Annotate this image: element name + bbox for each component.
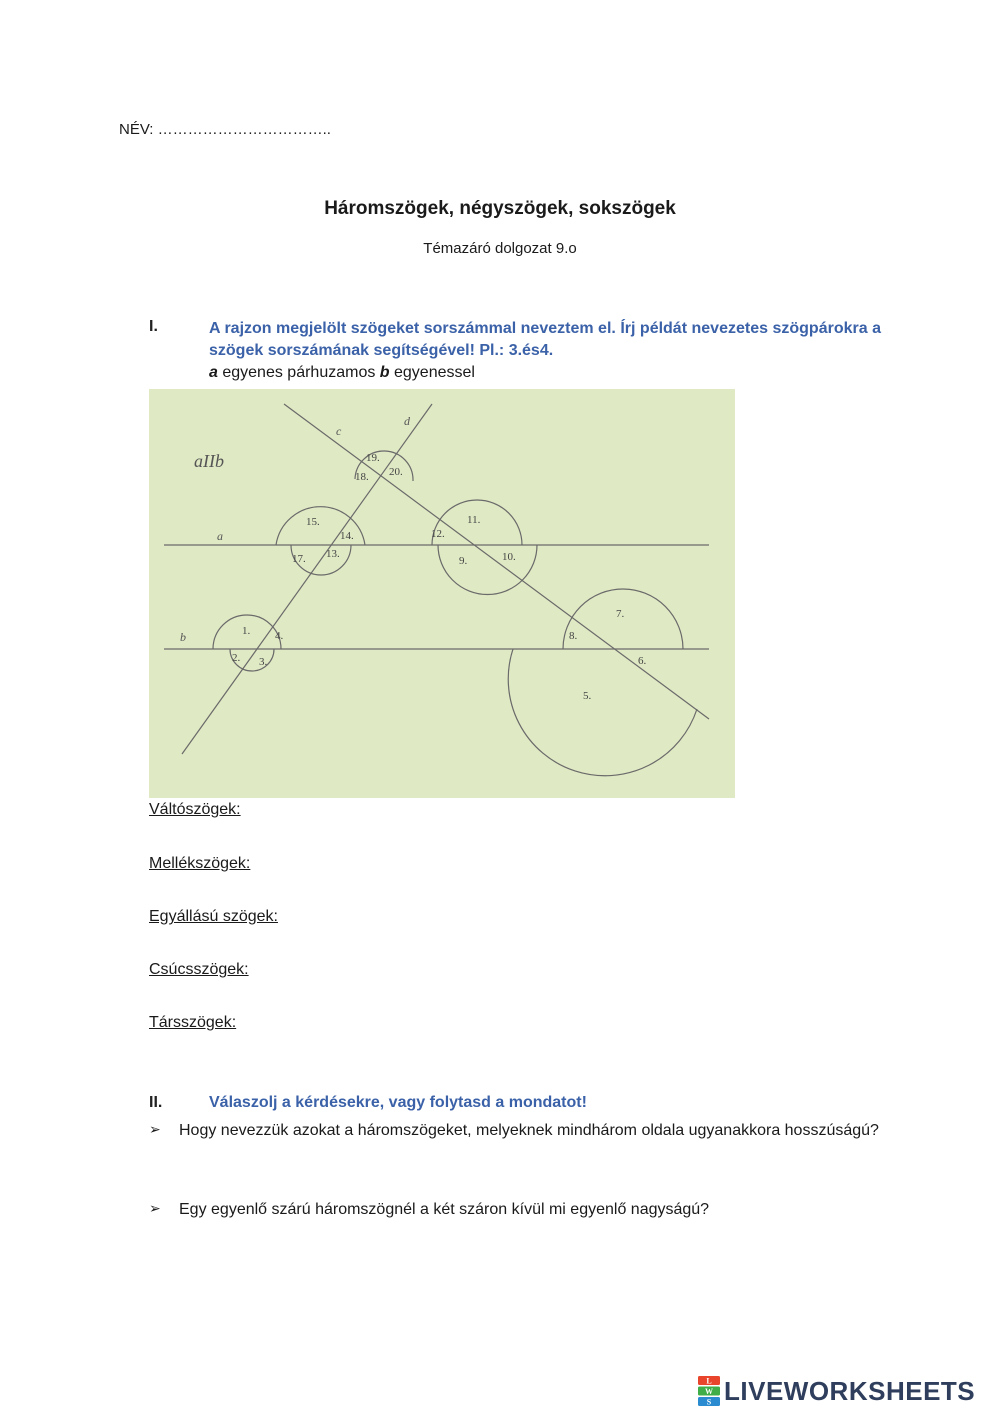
arrow-bullet-icon: ➢ <box>149 1200 161 1216</box>
arc-9-10 <box>438 545 537 595</box>
note-end: egyenessel <box>389 364 475 381</box>
angle-label-11: 11. <box>467 514 481 526</box>
answer-label-alternate: Váltószögek: <box>149 801 241 818</box>
arrow-bullet-icon: ➢ <box>149 1121 161 1137</box>
page-title: Háromszögek, négyszögek, sokszögek <box>324 198 676 219</box>
answer-label-corresponding: Egyállású szögek: <box>149 908 278 925</box>
angle-label-5: 5. <box>583 690 592 702</box>
brand-badge-letter-w: W <box>705 1387 713 1396</box>
section-1-note <box>209 364 475 382</box>
answer-label-vertical: Csúcsszögek: <box>149 961 249 978</box>
figure-caption: aIIb <box>194 451 224 471</box>
arc-5-6 <box>508 649 697 776</box>
angle-label-10: 10. <box>502 551 516 563</box>
brand-logo <box>698 1376 975 1406</box>
line-label-c: c <box>336 424 342 438</box>
name-line: NÉV: …………………………….. <box>119 121 331 138</box>
angle-label-8: 8. <box>569 630 578 642</box>
angle-label-7: 7. <box>616 608 625 620</box>
angle-label-20: 20. <box>389 466 403 478</box>
question-2: Egy egyenlő szárú háromszögnél a két száron kívül mi egyenlő nagyságú? <box>179 1201 710 1218</box>
answer-label-co-interior: Társszögek: <box>149 1014 237 1031</box>
angle-label-12: 12. <box>431 528 445 540</box>
angle-diagram <box>149 389 735 798</box>
angle-label-3: 3. <box>259 656 268 668</box>
angle-label-6: 6. <box>638 655 647 667</box>
note-mid: egyenes párhuzamos <box>217 364 380 381</box>
page-subtitle: Témazáró dolgozat 9.o <box>423 240 577 257</box>
angle-label-15: 15. <box>306 516 320 528</box>
line-label-d: d <box>404 414 410 428</box>
angle-label-2: 2. <box>232 652 241 664</box>
brand-badge-letter-s: S <box>706 1397 712 1406</box>
angle-label-18: 18. <box>355 471 369 483</box>
brand-text: LIVEWORKSHEETS <box>724 1375 976 1406</box>
question-1: Hogy nevezzük azokat a háromszögeket, melyeknek mindhárom oldala ugyanakkora hosszúságú? <box>179 1122 879 1139</box>
angle-label-9: 9. <box>459 555 468 567</box>
line-label-b: b <box>180 630 186 644</box>
angle-figure <box>149 389 735 798</box>
angle-label-13: 13. <box>326 548 340 560</box>
note-a: a <box>209 364 218 381</box>
angle-label-14: 14. <box>340 530 354 542</box>
angle-label-19: 19. <box>366 452 380 464</box>
angle-label-17: 17. <box>292 553 306 565</box>
section-1-number: I. <box>149 318 158 335</box>
line-label-a: a <box>217 529 223 543</box>
brand-badge-letter-l: L <box>706 1376 712 1386</box>
angle-label-1: 1. <box>242 625 251 637</box>
section-1-instruction: A rajzon megjelölt szögeket sorszámmal neveztem el. Írj példát nevezetes szögpárokra a szögek sorszámának segítségével! Pl.: 3.és4. <box>209 320 881 359</box>
section-2-number: II. <box>149 1094 163 1111</box>
section-2-instruction: Válaszolj a kérdésekre, vagy folytasd a mondatot! <box>209 1094 587 1111</box>
brand-badge-icon <box>698 1376 720 1406</box>
answer-label-supplementary: Mellékszögek: <box>149 855 251 872</box>
angle-label-4: 4. <box>275 630 284 642</box>
note-b: b <box>379 364 390 381</box>
line-c <box>284 404 709 719</box>
